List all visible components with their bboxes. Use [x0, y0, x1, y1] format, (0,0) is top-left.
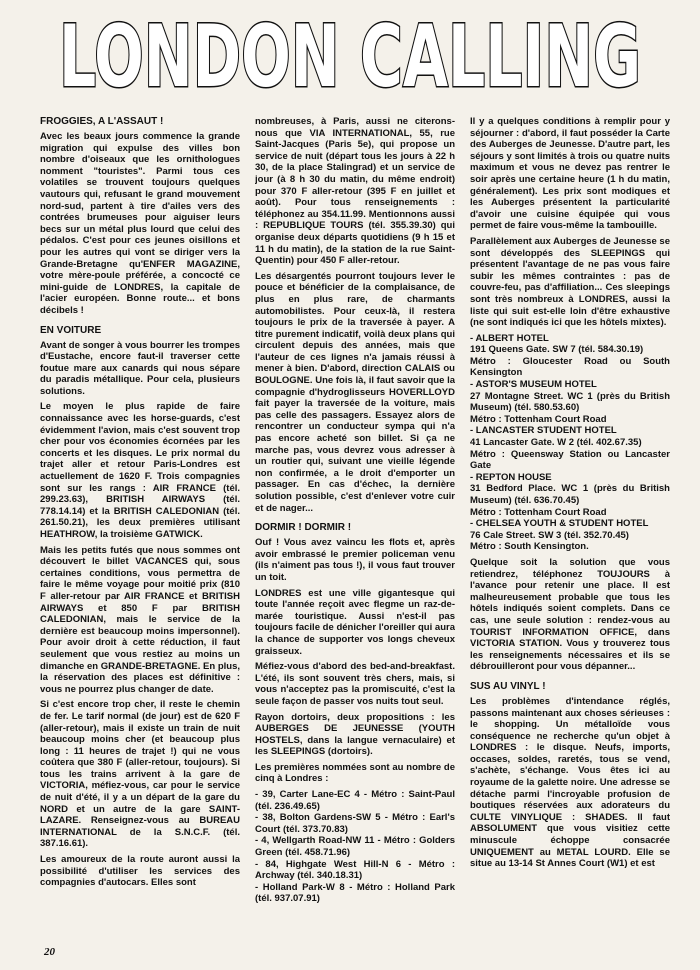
list-item: 31 Bedford Place. WC 1 (près du British Museum) (tél. 636.70.45) [470, 483, 670, 506]
list-item: 76 Cale Street. SW 3 (tél. 352.70.45) [470, 529, 629, 541]
list-item: - Holland Park-W 8 - Métro : Holland Park (tél. 937.07.91) [255, 881, 455, 905]
list-item: - 4, Wellgarth Road-NW 11 - Métro : Golders Green (tél. 458.71.96) [255, 835, 455, 859]
paragraph: Les amoureux de la route auront aussi la possibilité d'utiliser les services des compagnies d'autocars. Elles sont [40, 854, 240, 889]
paragraph: Ouf ! Vous avez vaincu les flots et, après avoir embrassé le premier policeman venu (ils n'aiment pas tous !), il vous faut trouver un toit. [255, 537, 455, 583]
list-item: - ALBERT HOTEL [470, 332, 549, 344]
paragraph: Les désargentés pourront toujours lever le pouce et bénéficier de la complaisance, de plus en plus rare, de charmants automobilistes. Pour ceux-là, il restera toujours le prix de la traversée à payer. A titre purement indicatif, voilà deux plans qui circulent depuis des années, mais que l'auteur de ces lignes n'a jamais réussi à mener à bien. D'abord, direction CALAIS ou BOULOGNE. Une fois là, il faut savoir que la compagnie d'hydroglisseurs HOVERLLOYD fait payer la traversée de la voiture, mais pas celle des passagers. Essayez alors de rencontrer un conducteur sympa qui n'a pas encore acheté son billet. Si ça ne marche pas, vous devrez vous adresser à un routier qui, suivant une vieille légende non confirmée, a le droit d'emporter un passager. En cas d'échec, la dernière solution possible, c'est d'enlever votre cuir et de nager... [255, 270, 455, 514]
list-item: - ASTOR'S MUSEUM HOTEL [470, 379, 597, 391]
paragraph: Les problèmes d'intendance réglés, passons maintenant aux choses sérieuses : le shopping. Un métalloïde vous conséquence ne recherche qu'un objet à LONDRES : le disque. Neufs, imports, occases, soldes, raretés, tous se vend, s'achète, s'échange. Vous êtes ici au royaume de la galette noire. Une adresse se détache parmi l'incroyable profusion de boutiques réservées aux adorateurs du CULTE VINYLIQUE : SHADES. Il faut ABSOLUMENT que vous visitiez cette minuscule échoppe consacrée UNIQUEMENT au METAL LOURD. Elle se situe au 13-14 St Annes Court (W1) et est [470, 695, 670, 870]
section-heading: FROGGIES, A L'ASSAUT ! [40, 116, 164, 127]
page-number: 20 [44, 946, 55, 958]
paragraph: Méfiez-vous d'abord des bed-and-breakfast. L'été, ils sont souvent très chers, mais, si vous n'acceptez pas la promiscuité, c'est la seule façon de passer vos nuits tout seul. [255, 661, 455, 707]
list-item: Métro : Tottenham Court Road [470, 413, 607, 425]
list-item: 41 Lancaster Gate. W 2 (tél. 402.67.35) [470, 437, 642, 449]
list-item: 27 Montagne Street. WC 1 (près du British Museum) (tél. 580.53.60) [470, 390, 670, 414]
paragraph: LONDRES est une ville gigantesque qui toute l'année reçoit avec flegme un raz-de-marée touristique. Aussi n'est-il pas toujours facile de dénicher l'oreiller qui aura la chance de supporter vos longs cheveux graisseux. [255, 587, 455, 657]
paragraph: Le moyen le plus rapide de faire connaissance avec les horse-guards, c'est évidemment l'avion, mais c'est souvent trop cher pour vos économies écornées par les concerts et les disques. Le prix normal du trajet aller et retour Paris-Londres est actuellement de 1620 F. Trois compagnies sont sur les rangs : AIR FRANCE (tél. 299.23.63), BRITISH AIRWAYS (tél. 778.14.14) et la BRITISH CALEDONIAN (tél. 261.50.21), les deux premières utilisant HEATHROW, la troisième GATWICK. [40, 401, 240, 540]
list-item: 191 Queens Gate. SW 7 (tél. 584.30.19) [470, 344, 644, 356]
hostel-list [255, 789, 455, 905]
list-item: Métro : South Kensington. [470, 541, 589, 553]
paragraph: Les premières nommées sont au nombre de cinq à Londres : [255, 761, 455, 785]
section-heading: DORMIR ! DORMIR ! [255, 522, 352, 534]
paragraph: Rayon dortoirs, deux propositions : les AUBERGES DE JEUNESSE (YOUTH HOSTELS, dans la langue vernaculaire) et les SLEEPINGS (dortoirs). [255, 711, 455, 758]
list-item: - 84, Highgate West Hill-N 6 - Métro : Archway (tél. 340.18.31) [255, 858, 455, 882]
list-item: Métro : Gloucester Road ou South Kensington [470, 355, 670, 379]
paragraph: Mais les petits futés que nous sommes ont découvert le billet VACANCES qui, sous certaines conditions, vous permettra de faire le même voyage pour moitié prix (810 F aller-retour par AIR FRANCE et BRITISH AIRWAYS et 850 F par BRITISH CALEDONIAN, mais le service de la dernière est beaucoup moins impersonnel). Pour avoir droit à cette réduction, il faut seulement que vous restiez au moins un dimanche en GRANDE-BRETAGNE. En plus, la réservation des places est définitive : vous ne pourrez plus changer de date. [40, 544, 240, 695]
list-item: - REPTON HOUSE [470, 471, 552, 483]
section-heading: SUS AU VINYL ! [470, 680, 546, 692]
paragraph: Il y a quelques conditions à remplir pour y séjourner : d'abord, il faut posséder la Carte des Auberges de Jeunesse. D'autre part, les séjours y sont limités à trois ou quatre nuits maximum et vous ne devez pas rentrer le soir après une certaine heure (1 h du matin, généralement). Les prix sont modiques et les Auberges présentent la particularité d'avoir une cuisine équipée qui vous permet de faire vous-même la tambouille. [470, 116, 670, 232]
column-2 [255, 116, 455, 942]
list-item: - 39, Carter Lane-EC 4 - Métro : Saint-Paul (tél. 236.49.65) [255, 789, 455, 812]
paragraph: nombreuses, à Paris, aussi ne citerons-nous que VIA INTERNATIONAL, 55, rue Saint-Jacques (Paris 5e), qui propose un service de nuit (départ tous les jours à 22 h 30, de la place Stalingrad) et un service de jour (à 8 h 30 du matin, du même endroit) pour 370 F aller-retour (395 F en juillet et août). Pour tous renseignements : téléphonez au 354.11.99. Mentionnons aussi : REPUBLIQUE TOURS (tél. 355.39.30) qui organise deux départs quotidiens (9 h 15 et 11 h du matin), de la station de la rue Saint-Quentin) pour 450 F aller-retour. [255, 116, 455, 267]
hotel-list [470, 333, 670, 553]
article-columns [40, 116, 670, 942]
masthead-title [0, 0, 700, 110]
paragraph: Parallèlement aux Auberges de Jeunesse se sont développés des SLEEPINGS qui présentent l'avantage de ne pas vous faire subir les mêmes contraintes : pas de couvre-feu, pas d'affiliation... Ces sleepings sont très nombreux à LONDRES, aussi la liste qui suit est-elle loin d'être exhaustive (ne sont indiqués ici que les hôtels mixtes). [470, 235, 670, 329]
column-1 [40, 116, 240, 942]
paragraph: Si c'est encore trop cher, il reste le chemin de fer. Le tarif normal (de jour) est de 620 F (aller-retour), mais il existe un train de nuit beaucoup moins cher (et beaucoup plus long : 11 heures de trajet !) qui ne vous coûtera que 380 F (aller-retour, toujours). Si tous les trains arrivent à la gare de VICTORIA, méfiez-vous, car pour le service de nuit d'été, il y a un départ de la gare du NORD et un autre de la gare SAINT-LAZARE. Renseignez-vous au BUREAU INTERNATIONAL de la S.N.C.F. (tél. 387.16.61). [40, 699, 240, 850]
list-item: - CHELSEA YOUTH & STUDENT HOTEL [470, 518, 649, 530]
list-item: - 38, Bolton Gardens-SW 5 - Métro : Earl's Court (tél. 373.70.83) [255, 812, 455, 835]
paragraph: Avec les beaux jours commence la grande migration qui expulse des villes bon nombre d'oiseaux que les ornithologues nomment "touristes". Parmi tous ces volatiles se trouvent toujours quelques vautours qui, refusant le grand mouvement nord-sud, partent à tire d'ailes vers des contrées brumeuses pour aiguiser leurs becs sur un métal plus lourd que celui des pédalos. C'est pour ces jeunes oisillons et pour les autres qui vont se diriger vers la Grande-Bretagne qu'ENFER MAGAZINE, votre mère-poule préférée, a concocté ce mini-guide de LONDRES, la capitale de l'acier européen. Bonne route... et bons décibels ! [40, 131, 240, 316]
section-heading: EN VOITURE [40, 324, 102, 336]
column-3 [470, 116, 670, 942]
paragraph: Avant de songer à vous bourrer les trompes d'Eustache, encore faut-il traverser cette foutue mare aux canards qui nous sépare du paradis métallique. Pour cela, plusieurs solutions. [40, 339, 240, 397]
paragraph: Quelque soit la solution que vous retiendrez, téléphonez TOUJOURS à l'avance pour retenir une place. Il est malheureusement probable que tous les hôtels indiqués soient complets. Dans ce cas, une seule solution : rendez-vous au TOURIST INFORMATION OFFICE, dans VICTORIA STATION. Vous y trouverez tous les renseignements nécessaires et ils se débrouilleront pour vous dépanner... [470, 556, 670, 673]
list-item: Métro : Queensway Station ou Lancaster Gate [470, 448, 670, 472]
list-item: - LANCASTER STUDENT HOTEL [470, 425, 617, 437]
masthead [0, 0, 700, 110]
list-item: Métro : Tottenham Court Road [470, 506, 607, 518]
masthead-title-text: LONDON CALLING [59, 7, 641, 107]
